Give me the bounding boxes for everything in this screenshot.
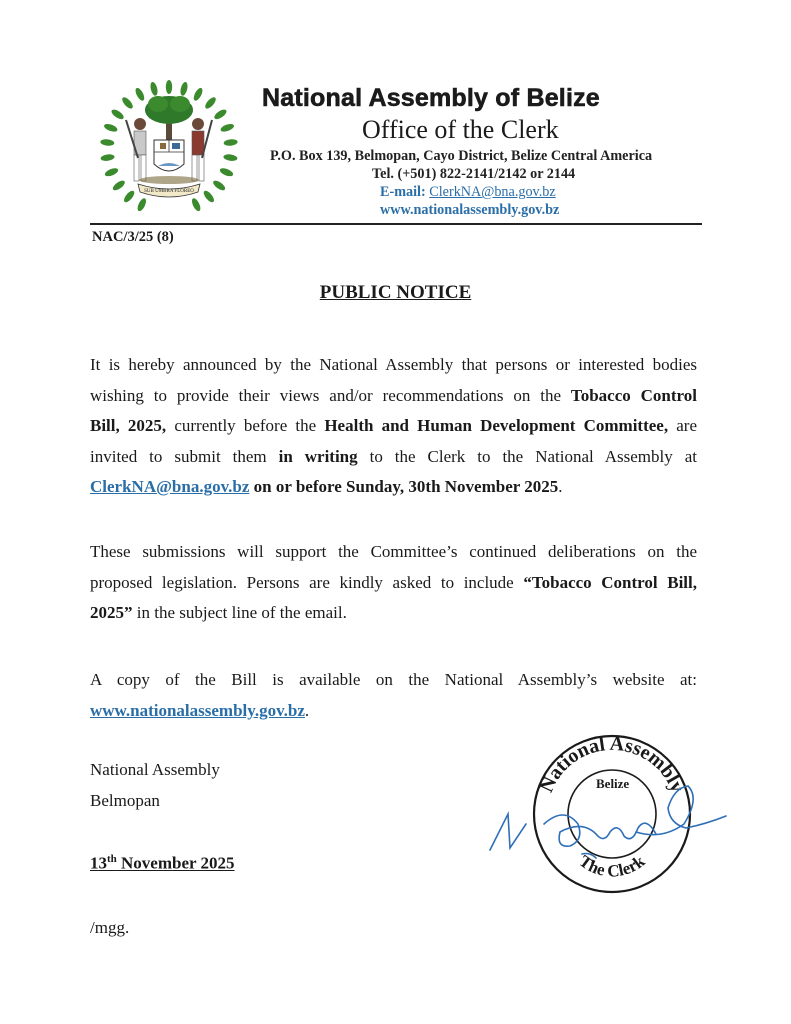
typist-initials: /mgg. [90, 918, 130, 937]
p1-line-1: It is hereby announced by the National Assembly that persons or interested bodies [90, 355, 697, 374]
email-link[interactable]: ClerkNA@bna.gov.bz [429, 184, 556, 200]
p2-text: proposed legislation. Persons are kindly asked to include [90, 572, 524, 592]
shield [154, 140, 184, 171]
p2-line-3 [90, 598, 697, 629]
reference-number: NAC/3/25 (8) [92, 229, 174, 245]
bill-name: Tobacco Control [570, 385, 697, 405]
website-link[interactable]: www.nationalassembly.gov.bz [380, 202, 560, 218]
signoff-location: Belmopan [90, 791, 160, 810]
postal-address: P.O. Box 139, Belmopan, Cayo District, Belize Central America [270, 148, 653, 164]
email-label: E-mail: [380, 184, 430, 200]
notice-heading: PUBLIC NOTICE [319, 282, 472, 303]
p1-text: . [558, 477, 563, 496]
p1-text: wishing to provide their views and/or recommendations on the [90, 385, 571, 405]
paragraph-2 [90, 537, 697, 629]
p1-line-3 [90, 411, 697, 442]
date-rest: November 2025 [116, 853, 235, 873]
date-day: 13 [90, 853, 107, 873]
p1-text: currently before the [166, 416, 325, 435]
organization-title: National Assembly of Belize [262, 84, 600, 112]
p1-text: to the Clerk to the National Assembly at [357, 446, 697, 466]
p1-line-4 [90, 442, 697, 473]
subject-line-year: 2025” [90, 603, 133, 622]
email-line [380, 184, 556, 201]
p1-line-5 [90, 472, 697, 503]
signoff-organization: National Assembly [90, 760, 220, 779]
bill-year: Bill, 2025, [90, 416, 167, 435]
subject-line-text: “Tobacco Control Bill, [523, 572, 698, 592]
committee-name: Health and Human Development Committee, [324, 416, 669, 435]
office-subtitle: Office of the Clerk [362, 115, 559, 144]
paragraph-1 [90, 350, 697, 503]
stamp-center-text: Belize [596, 776, 630, 791]
p1-line-2 [90, 381, 697, 412]
clerk-stamp-icon [486, 728, 730, 894]
deadline: on or before Sunday, 30th November 2025 [249, 477, 559, 496]
supporter-right [192, 118, 212, 181]
motto-scroll [138, 184, 200, 197]
svg-text:SUB UMBRA FLOREO: SUB UMBRA FLOREO [144, 189, 194, 194]
stamp-top-text: National Assembly [535, 732, 689, 796]
telephone: Tel. (+501) 822-2141/2142 or 2144 [372, 166, 576, 182]
p2-line-2 [90, 568, 697, 599]
submission-email-link[interactable]: ClerkNA@bna.gov.bz [90, 477, 250, 496]
date-suffix: th [107, 853, 117, 865]
paragraph-3 [90, 665, 697, 726]
header-divider [90, 223, 702, 225]
bill-website-link[interactable]: www.nationalassembly.gov.bz [90, 700, 305, 720]
p1-text: are [668, 416, 697, 435]
p3-line-2 [90, 696, 697, 727]
p1-text: invited to submit them [90, 446, 279, 466]
stamp-bottom-text: The Clerk [575, 851, 649, 881]
coat-of-arms-icon [98, 80, 240, 218]
p2-line-1: These submissions will support the Committee’s continued deliberations on the [90, 542, 697, 561]
p2-text: in the subject line of the email. [132, 603, 347, 622]
p3-text: . [304, 700, 310, 720]
supporter-left [126, 118, 146, 181]
p3-line-1: A copy of the Bill is available on the National Assembly’s website at: [90, 670, 697, 689]
notice-date [90, 853, 235, 874]
in-writing: in writing [278, 446, 358, 466]
